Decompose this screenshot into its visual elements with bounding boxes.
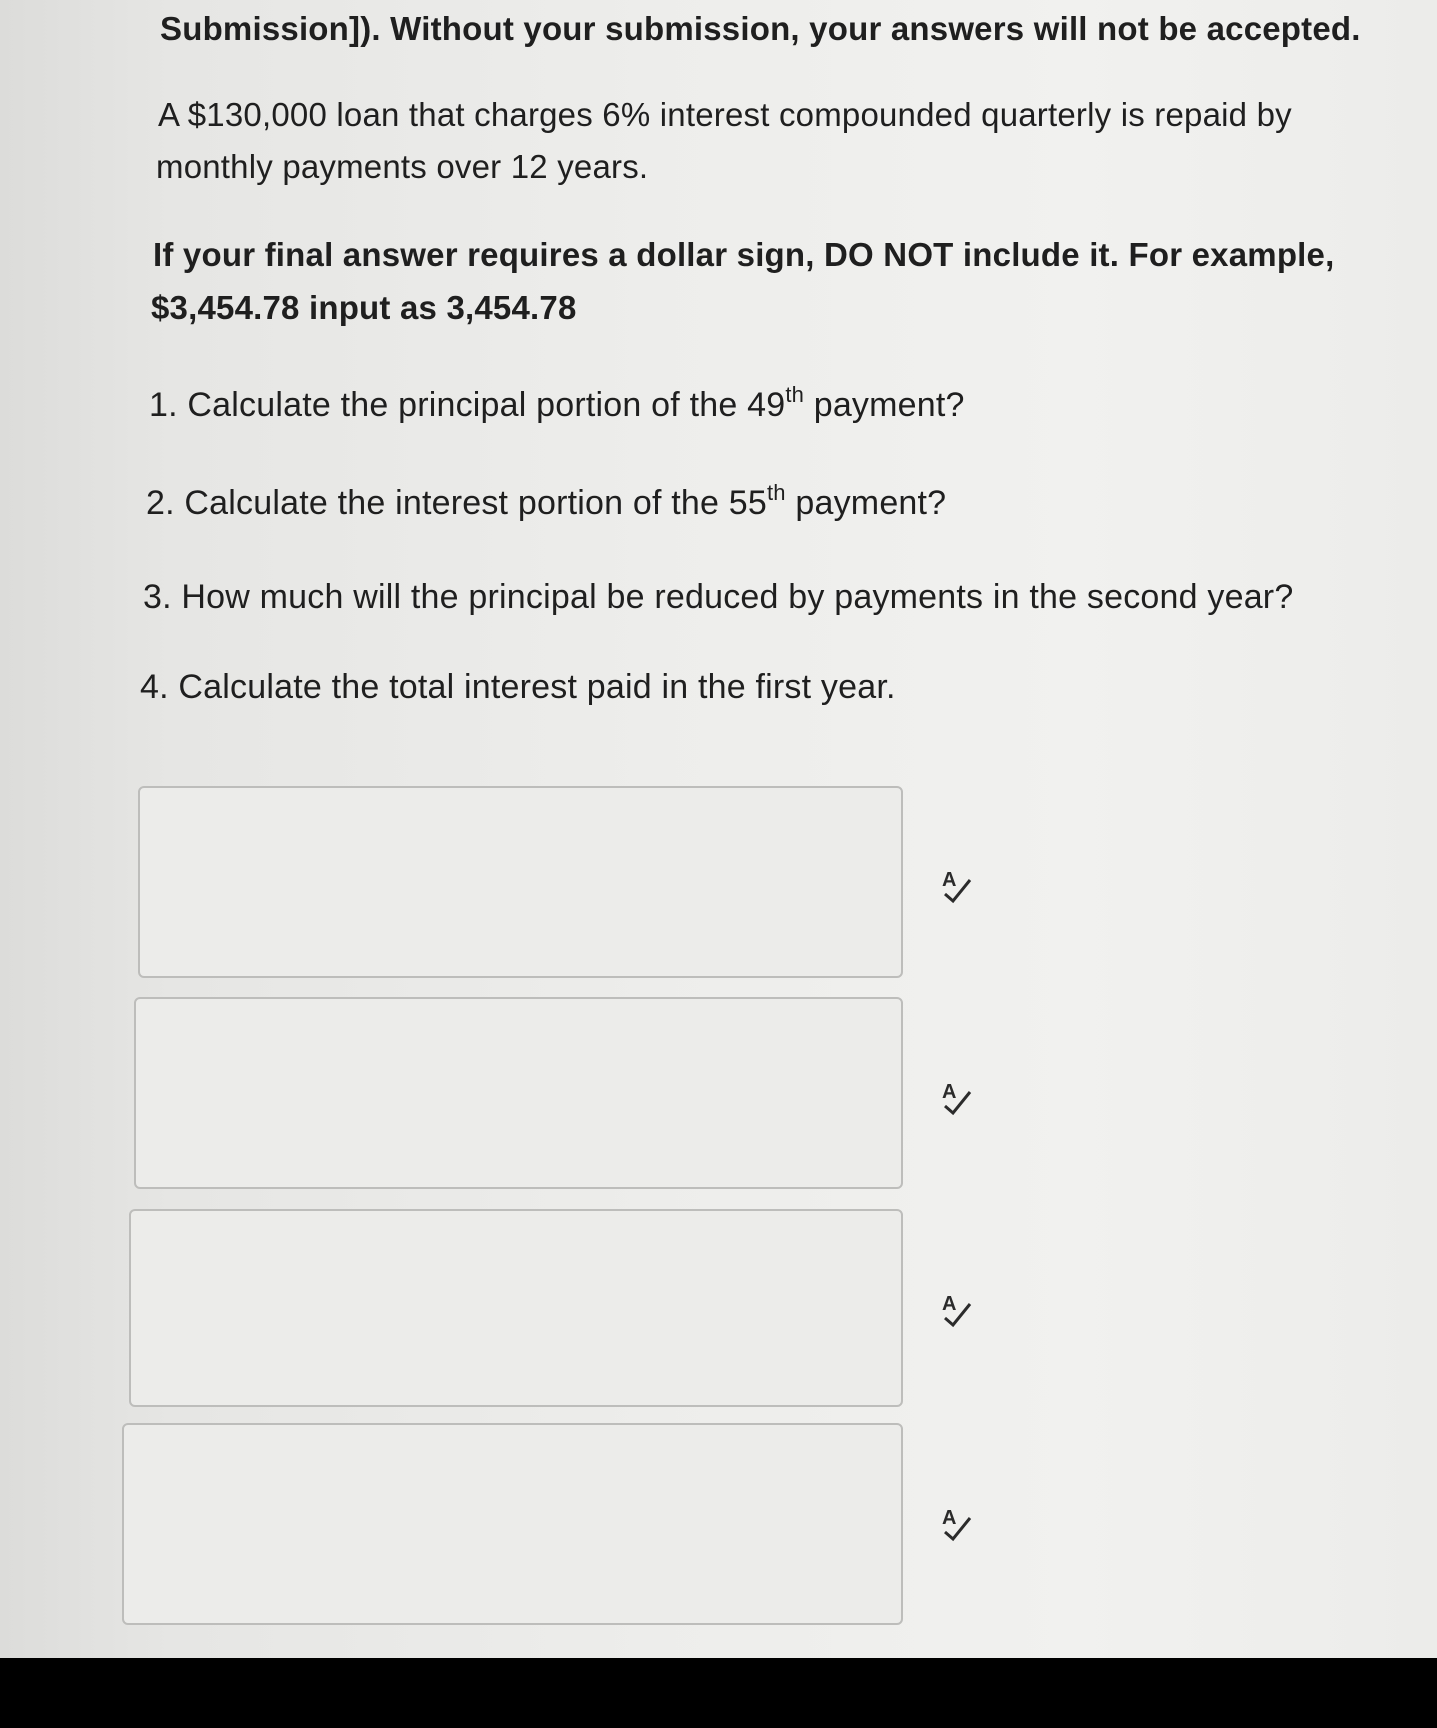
answer-input-1[interactable]: [138, 786, 903, 978]
spellcheck-icon[interactable]: [940, 866, 976, 906]
question-3: 3. How much will the principal be reduced by payments in the second year?: [143, 578, 1294, 616]
question-1-text: 1. Calculate the principal portion of the 49: [149, 386, 786, 424]
problem-statement-line-2: monthly payments over 12 years.: [156, 148, 649, 185]
answer-input-3[interactable]: [129, 1209, 903, 1407]
question-2: [146, 480, 947, 522]
question-4: 4. Calculate the total interest paid in the first year.: [140, 668, 896, 706]
answer-input-2[interactable]: [134, 997, 903, 1189]
bottom-black-bar: [0, 1658, 1437, 1728]
spellcheck-icon[interactable]: [940, 1504, 976, 1544]
question-2-text: 2. Calculate the interest portion of the 55: [146, 484, 767, 522]
question-2-text-end: payment?: [785, 484, 947, 522]
question-1-ordinal: th: [785, 382, 805, 407]
instruction-line-1: If your final answer requires a dollar sign, DO NOT include it. For example,: [153, 236, 1335, 273]
answer-input-4[interactable]: [122, 1423, 903, 1625]
spellcheck-icon[interactable]: [940, 1078, 976, 1118]
spellcheck-icon[interactable]: [940, 1290, 976, 1330]
instruction-line-2: $3,454.78 input as 3,454.78: [151, 289, 577, 326]
problem-statement-line-1: A $130,000 loan that charges 6% interest compounded quarterly is repaid by: [158, 96, 1292, 133]
submission-note: Submission]). Without your submission, your answers will not be accepted.: [160, 10, 1361, 47]
svg-text:A: A: [942, 1293, 957, 1315]
question-2-ordinal: th: [766, 480, 786, 505]
svg-text:A: A: [942, 869, 957, 891]
svg-text:A: A: [942, 1507, 957, 1529]
question-1: [149, 382, 965, 424]
svg-text:A: A: [942, 1081, 957, 1103]
question-1-text-end: payment?: [804, 386, 965, 424]
